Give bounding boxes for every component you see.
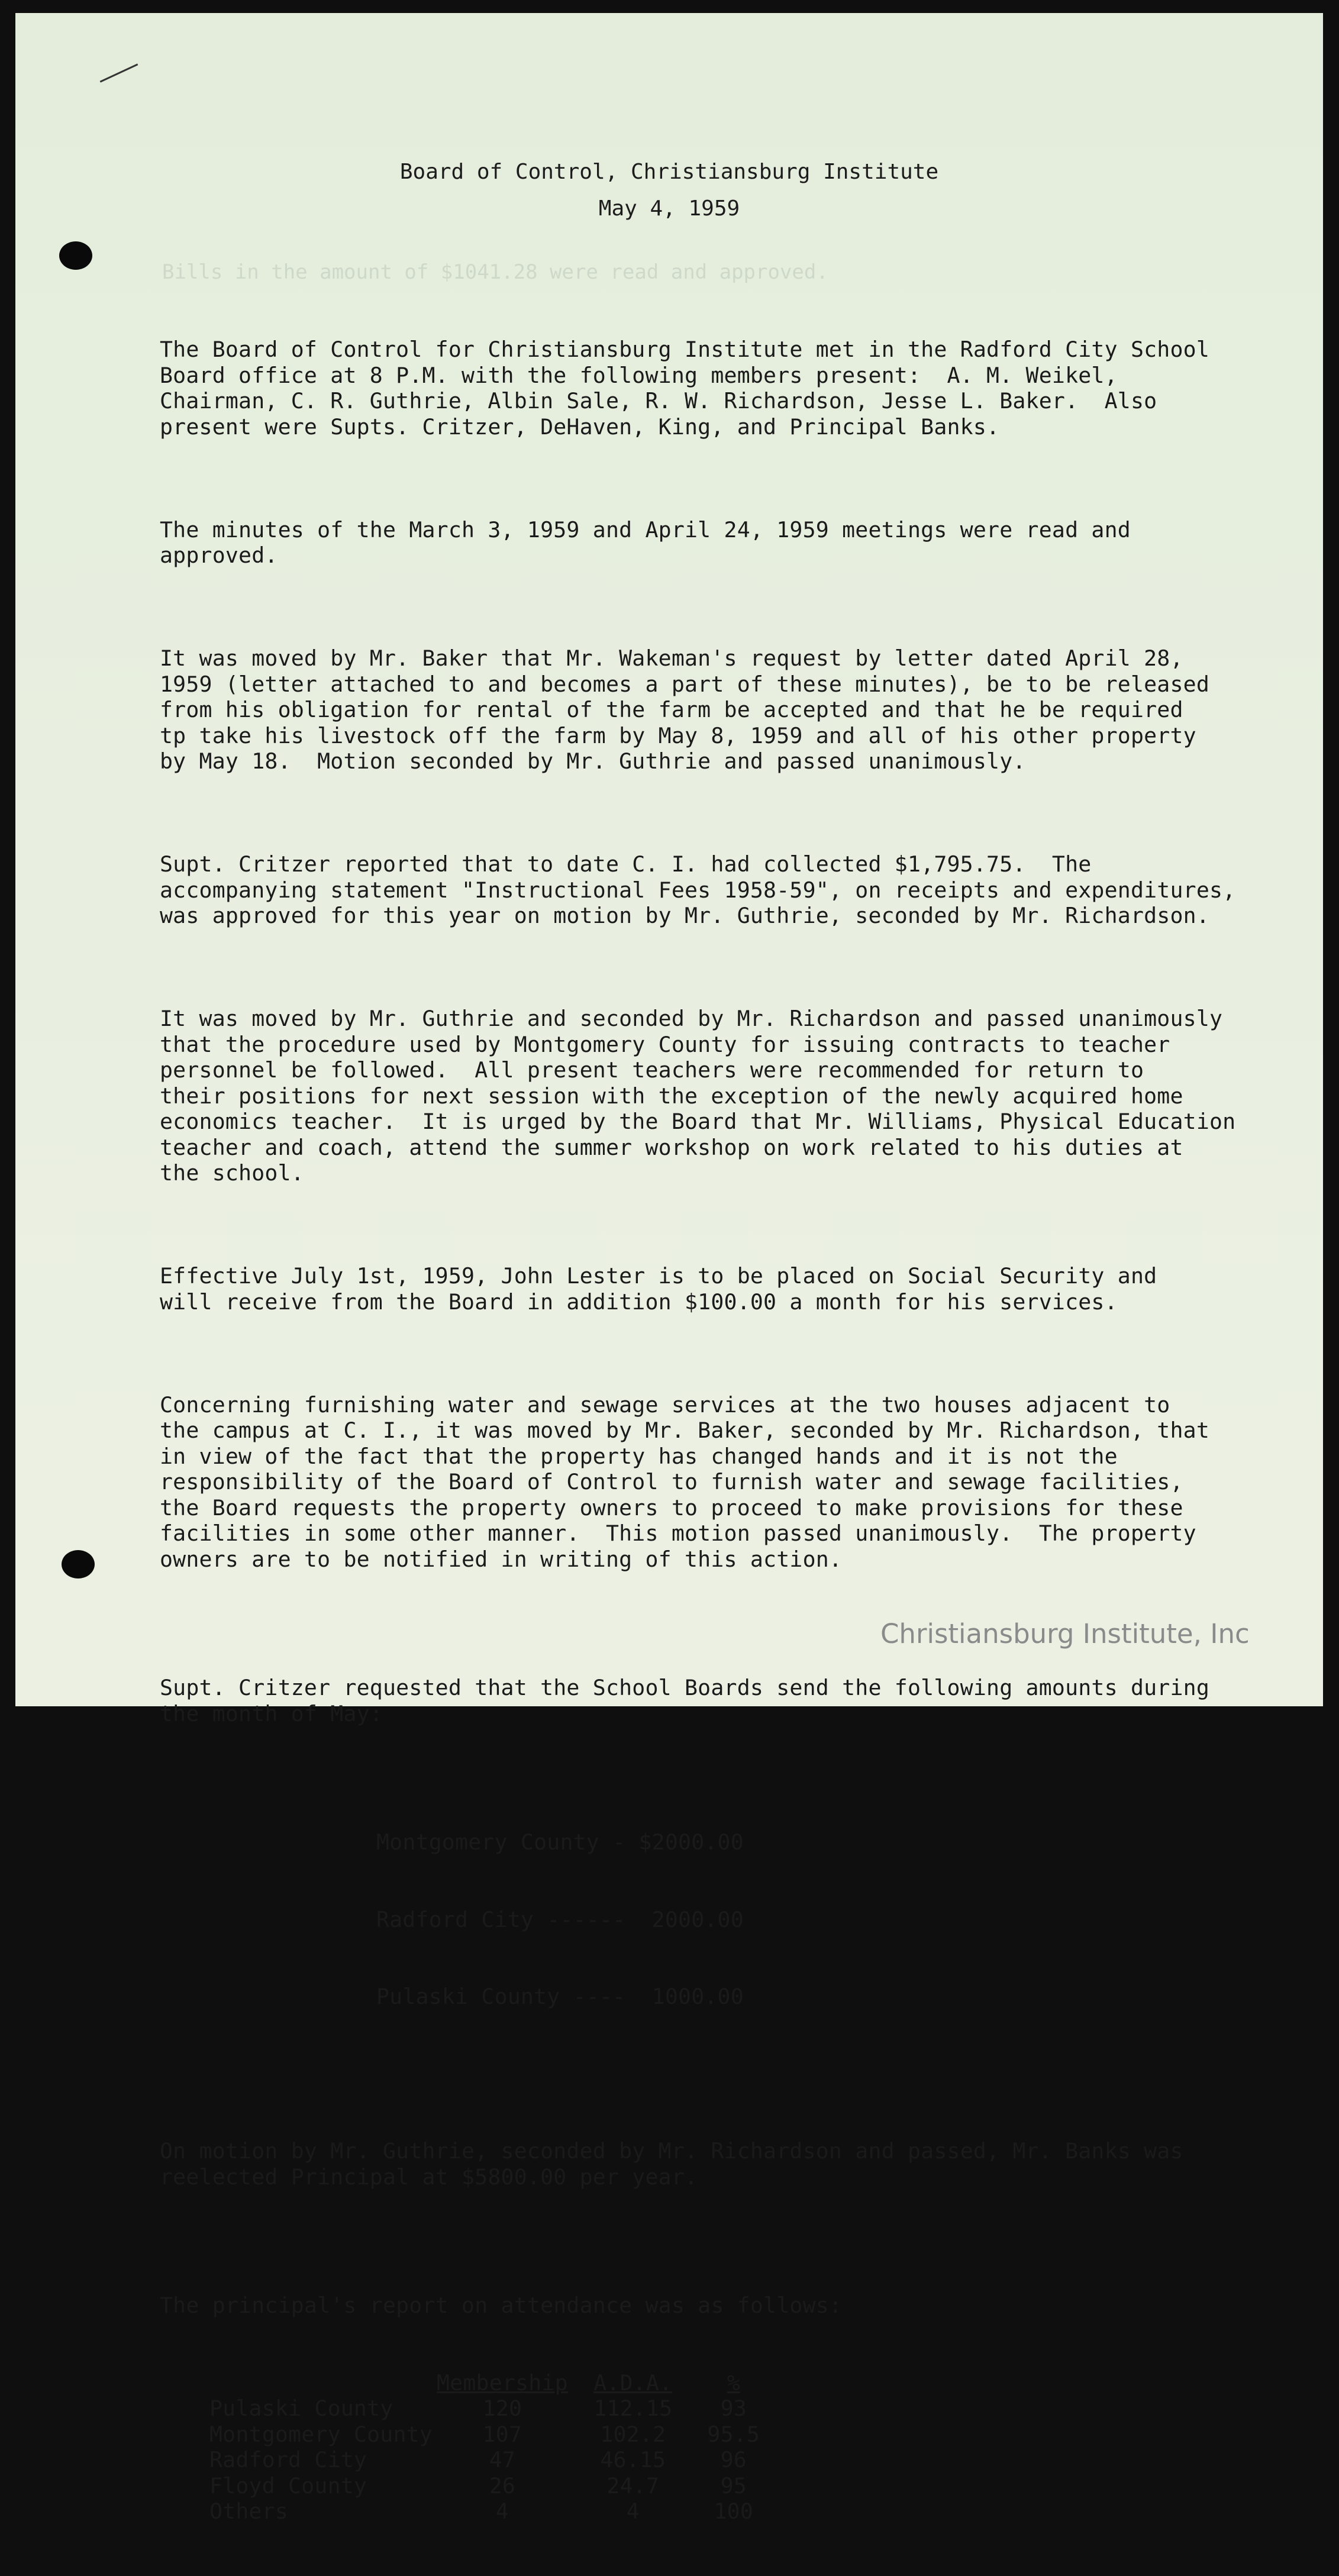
amount-row: Pulaski County ---- 1000.00 — [376, 1984, 744, 2009]
document-title: Board of Control, Christiansburg Institute — [399, 160, 939, 184]
document-page — [15, 13, 1323, 2524]
header-ada: A.D.A. — [593, 2370, 673, 2396]
paragraph-teacher-contracts: It was moved by Mr. Guthrie and seconded by Mr. Richardson and passed unanimously that the procedure used by Montgomery County for issuing contracts to teacher personnel be followed. All present teachers were recommended for return to their positions for next session with the exception of the newly acquired home economics teacher. It is urged by the Board that Mr. Williams, Physical Education teacher and coach, attend the summer workshop on work related to his duties at the school. — [160, 1006, 1236, 1186]
row-membership: 107 — [482, 2421, 522, 2447]
row-ada: 24.7 — [606, 2472, 660, 2498]
row-ada: 112.15 — [593, 2396, 673, 2421]
amount-row: Montgomery County - $2000.00 — [376, 1829, 744, 1855]
table-row — [209, 2422, 769, 2448]
row-ada: 46.15 — [600, 2447, 666, 2472]
row-percent: 93 — [720, 2396, 747, 2421]
amount-row: Radford City ------ 2000.00 — [376, 1906, 744, 1932]
row-percent: 95.5 — [707, 2421, 760, 2447]
header-percent: % — [727, 2370, 740, 2396]
header-membership: Membership — [437, 2370, 568, 2396]
table-row — [209, 2396, 769, 2422]
paragraph-john-lester: Effective July 1st, 1959, John Lester is to be placed on Social Security and will receive from the Board in addition $100.00 a month for his services. — [160, 1263, 1157, 1315]
paragraph-attendance-members: The Board of Control for Christiansburg Institute met in the Radford City School Board office at 8 P.M. with the following members present: A. M. Weikel, Chairman, C. R. Guthrie, Albin Sale, R. W. Richardson, Jesse L. Baker. Also present were Supts. Critzer, DeHaven, King, and Principal Banks. — [160, 337, 1209, 440]
punch-hole-top — [59, 241, 92, 270]
paragraph-water-sewage: Concerning furnishing water and sewage services at the two houses adjacent to the campus at C. I., it was moved by Mr. Baker, seconded by Mr. Richardson, that in view of the fact that the property has changed hands and it is not the responsibility of the Board of Control to furnish water and sewage facilities, the Board requests the property owners to proceed to make provisions for these facilities in some other manner. This motion passed unanimously. The property owners are to be notified in writing of this action. — [160, 1392, 1209, 1572]
attendance-header-row — [209, 2370, 769, 2396]
table-row — [209, 2473, 769, 2499]
table-row — [209, 2498, 769, 2525]
minutes-body — [160, 285, 1254, 2576]
pen-mark — [100, 63, 138, 82]
amounts-list — [160, 1778, 1254, 2061]
paragraph-minutes-approved: The minutes of the March 3, 1959 and April 24, 1959 meetings were read and approved. — [160, 517, 1131, 568]
row-membership: 120 — [482, 2396, 522, 2421]
row-percent: 96 — [720, 2447, 747, 2472]
row-name: Radford City — [209, 2447, 367, 2472]
paragraph-request-intro: Supt. Critzer requested that the School Boards send the following amounts during the month of May: — [160, 1675, 1209, 1726]
row-percent: 100 — [714, 2498, 754, 2524]
row-membership: 47 — [489, 2447, 516, 2472]
paragraph-wakeman-request: It was moved by Mr. Baker that Mr. Wakeman's request by letter dated April 28, 1959 (letter attached to and becomes a part of these minutes), be to be released from his obligation for rental of the farm be accepted and that he be required tp take his livestock off the farm by May 8, 1959 and all of his other property by May 18. Motion seconded by Mr. Guthrie and passed unanimously. — [160, 645, 1209, 774]
attendance-table — [209, 2370, 769, 2525]
row-membership: 26 — [489, 2472, 516, 2498]
paragraph-fees-report: Supt. Critzer reported that to date C. I. had collected $1,795.75. The accompanying statement "Instructional Fees 1958-59", on receipts and expenditures, was approved for this year on motion by Mr. Guthrie, seconded by Mr. Richardson. — [160, 851, 1236, 928]
bleed-through-text: Bills in the amount of $1041.28 were read and approved. — [162, 260, 828, 284]
punch-hole-bottom — [62, 1550, 95, 1578]
row-name: Pulaski County — [209, 2396, 393, 2421]
row-name: Montgomery County — [209, 2421, 433, 2447]
row-ada: 102.2 — [600, 2421, 666, 2447]
row-name: Floyd County — [209, 2472, 367, 2498]
row-name: Others — [209, 2498, 289, 2524]
paragraph-principal-reelected: On motion by Mr. Guthrie, seconded by Mr. Richardson and passed, Mr. Banks was reelected Principal at $5800.00 per year. — [160, 2138, 1183, 2190]
document-date: May 4, 1959 — [598, 196, 740, 221]
attendance-intro: The principal's report on attendance was as follows: — [160, 2293, 843, 2318]
row-percent: 95 — [720, 2472, 747, 2498]
row-ada: 4 — [626, 2498, 640, 2524]
table-row — [209, 2447, 769, 2473]
watermark-text: Christiansburg Institute, Inc — [880, 1618, 1250, 1649]
row-membership: 4 — [495, 2498, 509, 2524]
